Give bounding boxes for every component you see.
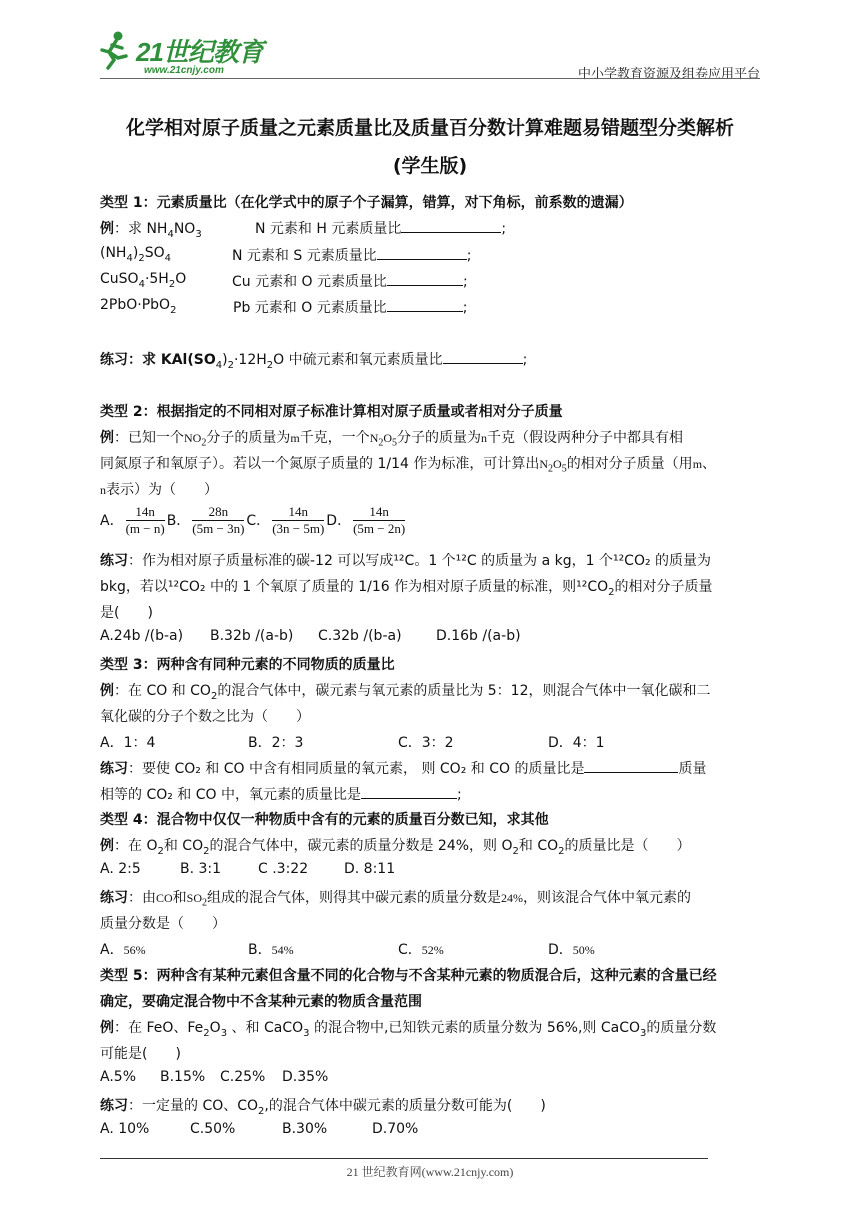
type5-example-line1: 例：在 FeO、$Fe_2O_3$ 、和 CaCO$_3$ 的混合物中,已知铁元素的质量分数为 56%,则 CaCO$_3$的质量分数	[100, 1020, 717, 1039]
answer-blank[interactable]	[387, 271, 463, 286]
platform-name: 中小学教育资源及组卷应用平台	[577, 66, 760, 81]
option-b[interactable]: B.15%	[160, 1069, 206, 1085]
option-b[interactable]: B．54%	[248, 942, 294, 958]
option-c[interactable]: C.25%	[220, 1069, 266, 1085]
option-c[interactable]: C.32b /(b-a)	[318, 628, 402, 644]
type2-example-line2: 同氮原子和氧原子）。若以一个氮原子质量的 1/14 作为标准，可计算出$N_2O_5$的相对分子质量（用m、	[100, 456, 717, 475]
page-subtitle: (学生版)	[392, 155, 468, 177]
option-d[interactable]: D. 8:11	[344, 861, 396, 877]
type2-example-line3: n表示）为（ ）	[100, 482, 218, 498]
option-d[interactable]: D．4：1	[548, 735, 605, 751]
type2-heading: 类型 2：根据指定的不同相对原子标准计算相对原子质量或者相对分子质量	[100, 404, 563, 420]
option-a[interactable]: A． $\frac{14n}{(m - n)}$	[100, 504, 165, 536]
page-header	[96, 30, 760, 80]
runner-logo-icon	[96, 30, 130, 70]
option-c[interactable]: C.50%	[190, 1121, 236, 1137]
type5-practice: 练习：一定量的 CO、$CO_2$,的混合气体中碳元素的质量分数可能为( )	[100, 1098, 546, 1117]
type4-example: 例：在 $O_2$和 $CO_2$的混合气体中，碳元素的质量分数是 24%，则 $O_2$和 $CO_2$的质量比是（ ）	[100, 838, 691, 857]
type1-example-4: 2PbO·PbO$_2$ Pb 元素和 O 元素质量比 ;	[100, 297, 468, 316]
type2-practice-options	[100, 628, 521, 644]
type4-example-options	[100, 861, 396, 877]
type5-heading-line2: 确定，要确定混合物中不含某种元素的物质含量范围	[100, 994, 422, 1010]
type5-example-line2: 可能是( )	[100, 1046, 181, 1062]
type5-heading-line1: 类型 5：两种含有某种元素但含量不同的化合物与不含某种元素的物质混合后，这种元素的含量已经	[100, 968, 717, 984]
option-d[interactable]: D.70%	[372, 1121, 419, 1137]
option-d[interactable]: D.16b /(a-b)	[436, 628, 521, 644]
option-b[interactable]: B．2：3	[248, 735, 304, 751]
option-a[interactable]: A．56%	[100, 942, 146, 958]
type1-practice: 练习：求 $KAl(SO_4)_2\cdot 12H_2O$ 中硫元素和氧元素质量比 ;	[100, 349, 527, 371]
option-b[interactable]: B.32b /(a-b)	[210, 628, 294, 644]
type3-example-line2: 氧化碳的分子个数之比为（ ）	[100, 709, 310, 725]
answer-blank[interactable]	[361, 784, 457, 799]
type1-example-1: 例：求 $NH_4NO_3$ N 元素和 H 元素质量比 ;	[100, 218, 202, 240]
type4-heading: 类型 4：混合物中仅仅一种物质中含有的元素的质量百分数已知，求其他	[100, 812, 549, 828]
type3-options	[100, 732, 605, 752]
answer-blank[interactable]	[387, 297, 463, 312]
option-c[interactable]: C .3:22	[258, 861, 309, 877]
type4-practice-line2: 质量分数是（ ）	[100, 916, 226, 932]
answer-blank[interactable]	[584, 758, 678, 773]
type3-practice-line2: 相等的 CO₂ 和 CO 中，氧元素的质量比是 ;	[100, 784, 462, 804]
type2-practice-line1: 练习：作为相对原子质量标准的碳-12 可以写成¹²C。1 个¹²C 的质量为 a kg，1 个¹²CO₂ 的质量为	[100, 553, 712, 569]
option-b[interactable]: B. 3:1	[180, 861, 222, 877]
option-a[interactable]: A.24b /(b-a)	[100, 628, 184, 644]
type5-practice-options	[100, 1121, 419, 1137]
option-b[interactable]: B.30%	[282, 1121, 328, 1137]
type4-practice-line1: 练习：由CO和$SO_2$组成的混合气体，则得其中碳元素的质量分数是24%，则该混合气体中氧元素的	[100, 890, 692, 909]
type2-practice-line3: 是( )	[100, 605, 153, 621]
logo-text: 21世纪教育	[136, 37, 263, 67]
answer-blank[interactable]	[377, 245, 467, 260]
option-a[interactable]: A.5%	[100, 1069, 136, 1085]
header-divider	[100, 78, 760, 79]
type2-options	[100, 504, 407, 537]
type4-practice-options	[100, 939, 595, 959]
option-c[interactable]: C．3：2	[398, 735, 454, 751]
option-a[interactable]: A. 10%	[100, 1121, 150, 1137]
option-b[interactable]: B． $\frac{28n}{(5m - 3n)}$	[166, 504, 245, 536]
type2-example-line1: 例：已知一个$NO_2$分子的质量为m千克，一个$N_2O_5$分子的质量为n千克（假设两种分子中都具有相	[100, 430, 684, 449]
option-c[interactable]: C．52%	[398, 942, 444, 958]
type1-example-3: $CuSO_4\cdot 5H_2O$ Cu 元素和 O 元素质量比 ;	[100, 271, 468, 290]
footer-text: 21 世纪教育网(www.21cnjy.com)	[346, 1165, 514, 1179]
option-d[interactable]: D． $\frac{14n}{(5m - 2n)}$	[326, 504, 406, 536]
type3-practice-line1: 练习：要使 CO₂ 和 CO 中含有相同质量的氧元素， 则 CO₂ 和 CO 的质量比是 质量	[100, 758, 706, 778]
answer-blank[interactable]	[443, 349, 523, 364]
type3-heading: 类型 3：两种含有同种元素的不同物质的质量比	[100, 657, 395, 673]
option-a[interactable]: A．1：4	[100, 735, 156, 751]
type1-heading: 类型 1：元素质量比（在化学式中的原子个子漏算，错算，对下角标，前系数的遗漏）	[100, 195, 633, 211]
option-d[interactable]: D.35%	[282, 1069, 329, 1085]
answer-blank[interactable]	[401, 218, 501, 233]
type5-example-options	[100, 1069, 329, 1085]
page-title: 化学相对原子质量之元素质量比及质量百分数计算难题易错题型分类解析	[125, 117, 734, 139]
type1-example-2: $(NH_4)_2SO_4$ N 元素和 S 元素质量比 ;	[100, 245, 472, 264]
option-a[interactable]: A. 2:5	[100, 861, 141, 877]
logo-url: www.21cnjy.com	[144, 65, 224, 76]
footer-divider	[100, 1158, 708, 1159]
option-d[interactable]: D．50%	[548, 942, 595, 958]
type2-practice-line2: bkg，若以¹²CO₂ 中的 1 个氧原了质量的 1/16 作为相对原子质量的标准，则$^{12}CO_2$的相对分子质量	[100, 579, 713, 598]
type3-example-line1: 例：在 CO 和 $CO_2$的混合气体中，碳元素与氧元素的质量比为 5：12，则混合气体中一氧化碳和二	[100, 683, 711, 702]
option-c[interactable]: C． $\frac{14n}{(3n - 5m)}$	[246, 504, 325, 536]
